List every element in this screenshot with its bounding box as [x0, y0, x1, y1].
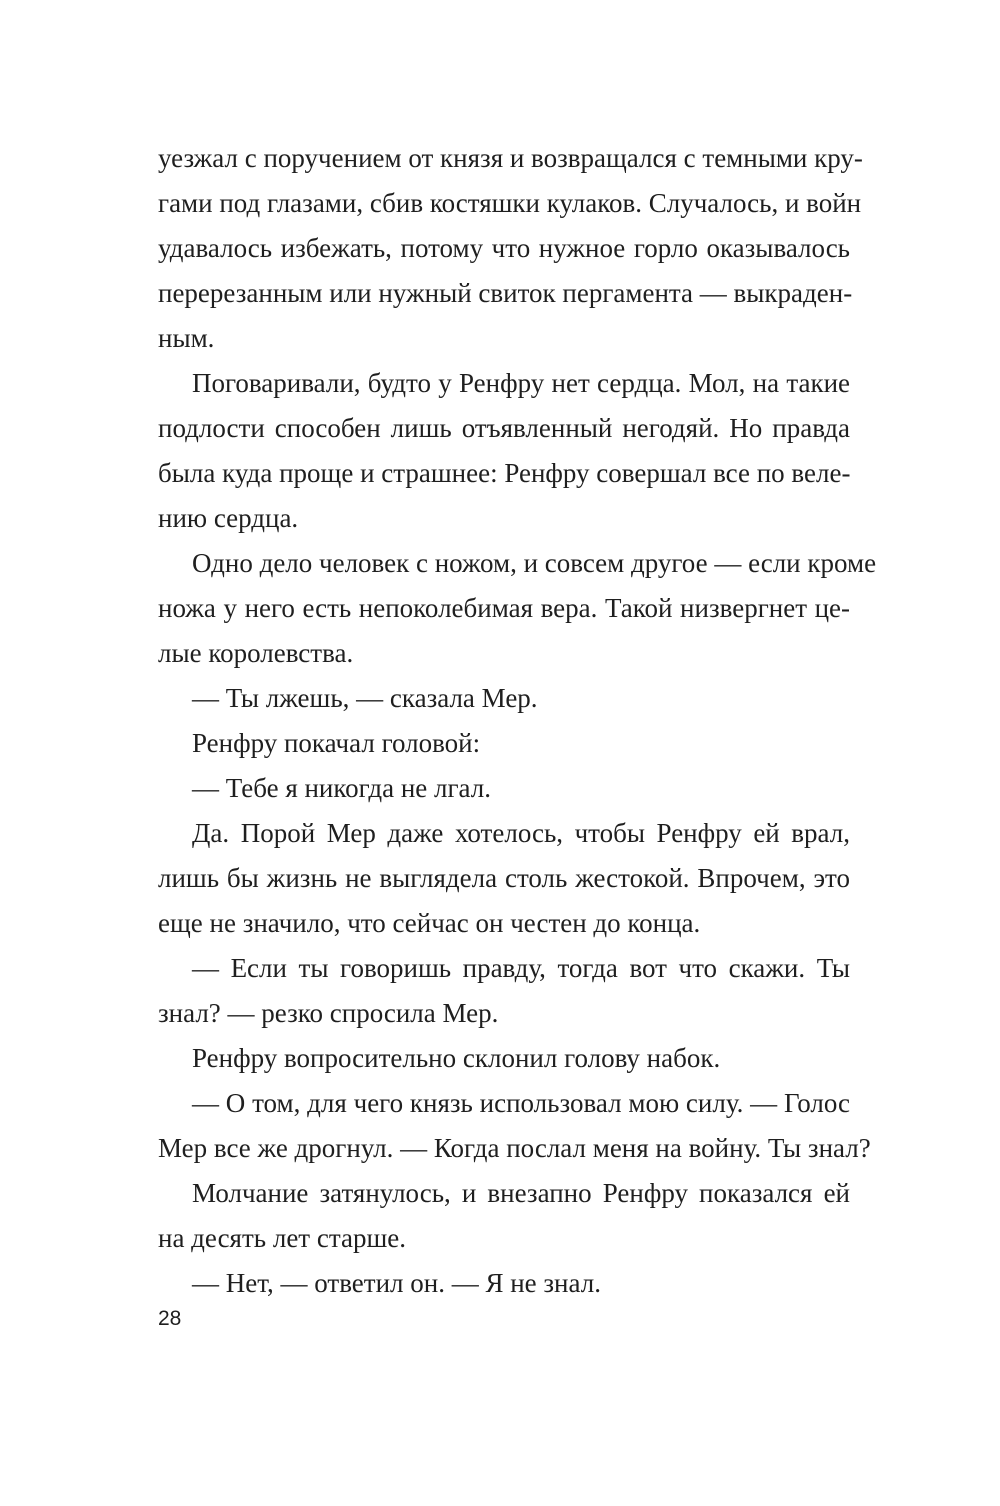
text-line: была куда проще и страшнее: Ренфру совершал все по веле- [158, 458, 851, 488]
text-line: перерезанным или нужный свиток пергамента — выкраден- [158, 278, 853, 308]
page-number: 28 [158, 1307, 182, 1330]
text-line: знал? — резко спросила Мер. [158, 998, 499, 1028]
text-line: ным. [158, 323, 215, 353]
text-line: — Нет, — ответил он. — Я не знал. [192, 1268, 601, 1298]
text-line: лые королевства. [158, 638, 354, 668]
text-line: Ренфру покачал головой: [192, 728, 481, 758]
text-line: Одно дело человек с ножом, и совсем другое — если кроме [192, 548, 877, 578]
text-line: гами под глазами, сбив костяшки кулаков. Случалось, и войн [158, 188, 862, 218]
text-line: удавалось избежать, потому что нужное горло оказывалось [158, 233, 850, 263]
text-line: подлости способен лишь отъявленный негодяй. Но правда [158, 413, 850, 443]
text-line: Да. Порой Мер даже хотелось, чтобы Ренфру ей врал, [192, 818, 850, 848]
text-line: — Если ты говоришь правду, тогда вот что скажи. Ты [192, 953, 850, 983]
text-line: Ренфру вопросительно склонил голову набок. [192, 1043, 721, 1073]
text-line: — Тебе я никогда не лгал. [192, 773, 492, 803]
text-line: — Ты лжешь, — сказала Мер. [192, 683, 538, 713]
text-line: на десять лет старше. [158, 1223, 406, 1253]
text-line: уезжал с поручением от князя и возвращался с темными кру- [158, 143, 863, 173]
text-line: ножа у него есть непоколебимая вера. Такой низвергнет це- [158, 593, 850, 623]
text-line: лишь бы жизнь не выглядела столь жестокой. Впрочем, это [158, 863, 850, 893]
text-line: — О том, для чего князь использовал мою силу. — Голос [192, 1088, 850, 1118]
text-line: Молчание затянулось, и внезапно Ренфру показался ей [192, 1178, 850, 1208]
text-line: еще не значило, что сейчас он честен до конца. [158, 908, 701, 938]
text-line: Поговаривали, будто у Ренфру нет сердца. Мол, на такие [192, 368, 850, 398]
text-line: нию сердца. [158, 503, 299, 533]
text-line: Мер все же дрогнул. — Когда послал меня на войну. Ты знал? [158, 1133, 871, 1163]
